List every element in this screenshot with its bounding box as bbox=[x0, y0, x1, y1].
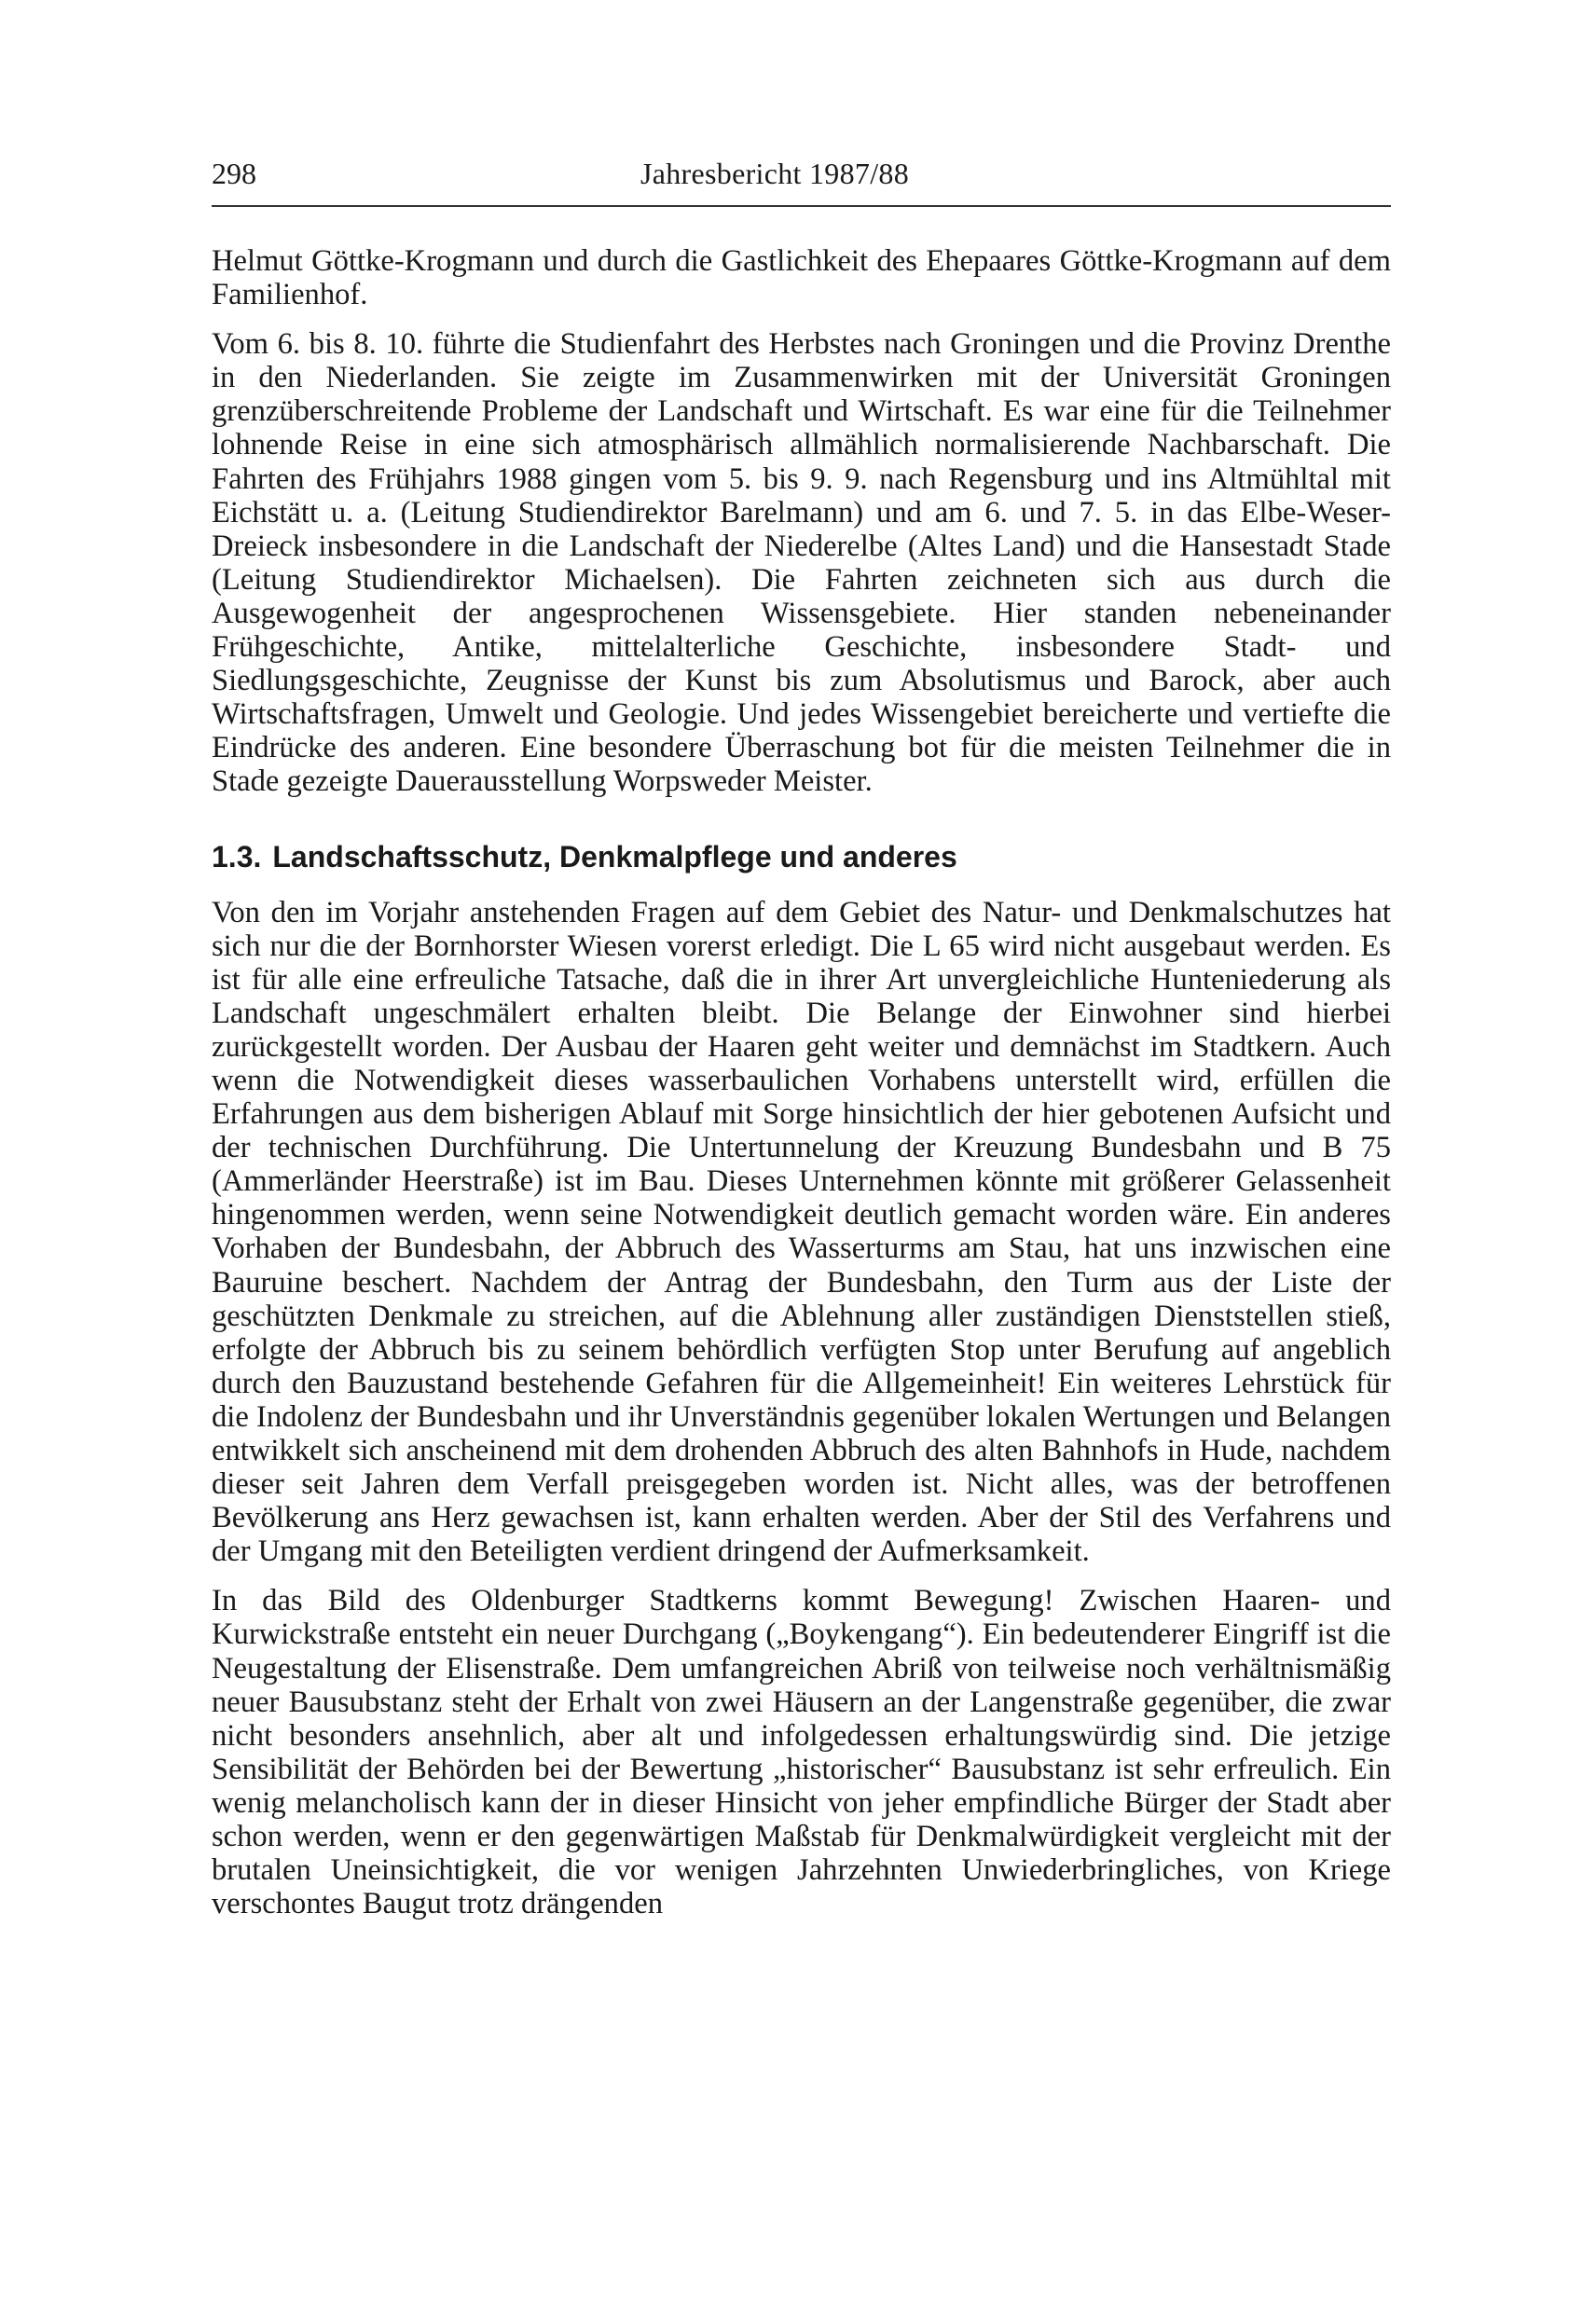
running-head bbox=[212, 149, 1391, 207]
section-heading bbox=[212, 838, 1391, 875]
paragraph: Helmut Göttke-Krogmann und durch die Gastlichkeit des Ehepaares Göttke-Krogmann auf dem Familienhof. bbox=[212, 244, 1391, 312]
paragraph: Von den im Vorjahr anstehenden Fragen auf dem Gebiet des Natur- und Denkmalschutzes hat sich nur die der Bornhorster Wiesen vorerst erledigt. Die L 65 wird nicht ausgebaut werden. Es ist für alle eine erfreuliche Tatsache, daß die in ihrer Art unvergleichliche Hunteniederung als Landschaft ungeschmälert erhalten bleibt. Die Belange der Einwohner sind hierbei zurückgestellt worden. Der Ausbau der Haaren geht weiter und demnächst im Stadtkern. Auch wenn die Notwendigkeit dieses wasserbaulichen Vorhabens unterstellt wird, erfüllen die Erfahrungen aus dem bisherigen Ablauf mit Sorge hinsichtlich der hier gebotenen Aufsicht und der technischen Durchführung. Die Untertunnelung der Kreuzung Bundesbahn und B 75 (Ammerländer Heerstraße) ist im Bau. Dieses Unternehmen könnte mit größerer Gelassenheit hingenommen werden, wenn seine Notwendigkeit deutlich gemacht worden wäre. Ein anderes Vorhaben der Bundesbahn, der Abbruch des Wasserturms am Stau, hat uns inzwischen eine Bauruine beschert. Nachdem der Antrag der Bundesbahn, den Turm aus der Liste der geschützten Denkmale zu streichen, auf die Ablehnung aller zuständigen Dienststellen stieß, erfolgte der Abbruch bis zu seinem behördlich verfügten Stop unter Berufung auf angeblich durch den Bauzustand bestehende Gefahren für die Allgemeinheit! Ein weiteres Lehrstück für die Indolenz der Bundesbahn und ihr Unverständnis gegenüber lokalen Wertungen und Belangen entwikkelt sich anscheinend mit dem drohenden Abbruch des alten Bahnhofs in Hude, nachdem dieser seit Jahren dem Verfall preisgegeben worden ist. Nicht alles, was der betroffenen Bevölkerung ans Herz gewachsen ist, kann erhalten werden. Aber der Stil des Verfahrens und der Umgang mit den Beteiligten verdient dringend der Aufmerksamkeit. bbox=[212, 895, 1391, 1569]
paragraph: In das Bild des Oldenburger Stadtkerns kommt Bewegung! Zwischen Haaren- und Kurwickstraße entsteht ein neuer Durchgang („Boykengang“). Ein bedeutenderer Eingriff ist die Neugestaltung der Elisenstraße. Dem umfangreichen Abriß von teilweise noch verhältnismäßig neuer Bausubstanz steht der Erhalt von zwei Häusern an der Langenstraße gegenüber, die zwar nicht besonders ansehnlich, aber alt und infolgedessen erhaltungswürdig sind. Die jetzige Sensibilität der Behörden bei der Bewertung „historischer“ Bausubstanz ist sehr erfreulich. Ein wenig melancholisch kann der in dieser Hinsicht von jeher empfindliche Bürger der Stadt aber schon werden, wenn er den gegenwärtigen Maßstab für Denkmalwürdigkeit vergleicht mit der brutalen Uneinsichtigkeit, die vor wenigen Jahrzehnten Unwiederbringliches, von Kriege verschontes Baugut trotz drängenden bbox=[212, 1584, 1391, 1921]
section-title: Landschaftsschutz, Denkmalpflege und anderes bbox=[272, 839, 957, 874]
body-text bbox=[212, 244, 1391, 1920]
section-number: 1.3. bbox=[212, 839, 262, 874]
running-head-title: Jahresbericht 1987/88 bbox=[640, 157, 910, 190]
paragraph: Vom 6. bis 8. 10. führte die Studienfahrt des Herbstes nach Groningen und die Provinz Drenthe in den Niederlanden. Sie zeigte im Zusammenwirken mit der Universität Groningen grenzüberschreitende Probleme der Landschaft und Wirtschaft. Es war eine für die Teilnehmer lohnende Reise in eine sich atmosphärisch allmählich normalisierende Nachbarschaft. Die Fahrten des Frühjahrs 1988 gingen vom 5. bis 9. 9. nach Regensburg und ins Altmühltal mit Eichstätt u. a. (Leitung Studiendirektor Barelmann) und am 6. und 7. 5. in das Elbe-Weser-Dreieck insbesondere in die Landschaft der Niederelbe (Altes Land) und die Hansestadt Stade (Leitung Studiendirektor Michaelsen). Die Fahrten zeichneten sich aus durch die Ausgewogenheit der angesprochenen Wissensgebiete. Hier standen nebeneinander Frühgeschichte, Antike, mittelalterliche Geschichte, insbesondere Stadt- und Siedlungsgeschichte, Zeugnisse der Kunst bis zum Absolutismus und Barock, aber auch Wirtschaftsfragen, Umwelt und Geologie. Und jedes Wissengebiet bereicherte und vertiefte die Eindrücke des anderen. Eine besondere Überraschung bot für die meisten Teilnehmer die in Stade gezeigte Dauerausstellung Worpsweder Meister. bbox=[212, 327, 1391, 799]
page-number: 298 bbox=[212, 157, 256, 190]
